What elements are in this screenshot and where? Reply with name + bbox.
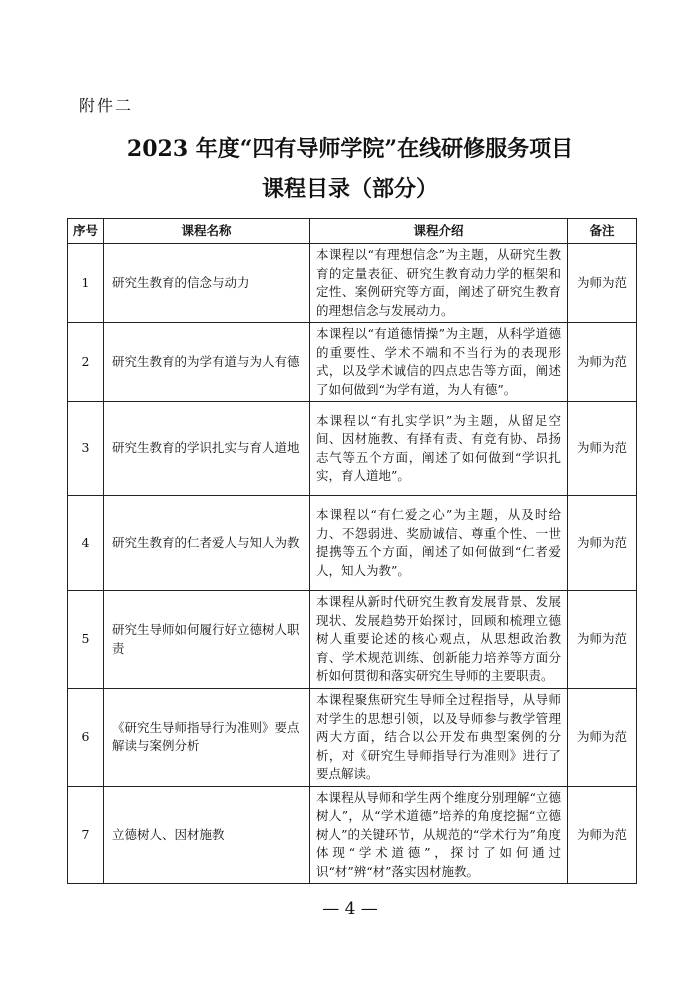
row-number: 7: [68, 786, 104, 884]
course-table: [67, 218, 637, 884]
course-intro: 本课程以“有仁爱之心”为主题，从及时给力、不怨弱进、奖励诚信、尊重个性、一世提携等五个方面，阐述了如何做到“仁者爱人，知人为教”。: [310, 496, 568, 591]
course-intro: 本课程以“有道德情操”为主题，从科学道德的重要性、学术不端和不当行为的表现形式，以及学术诚信的四点忠告等方面，阐述了如何做到“为学有道，为人有德”。: [310, 323, 568, 402]
column-header-number: 序号: [68, 219, 104, 244]
row-number: 3: [68, 402, 104, 496]
column-header-course-intro: 课程介绍: [310, 219, 568, 244]
course-intro: 本课程聚焦研究生导师全过程指导，从导师对学生的思想引领，以及导师参与教学管理两大方面，结合以公开发布典型案例的分析，对《研究生导师指导行为准则》进行了要点解读。: [310, 689, 568, 787]
course-name: 《研究生导师指导行为准则》要点解读与案例分析: [104, 689, 310, 787]
course-name: 立德树人、因材施教: [104, 786, 310, 884]
attachment-label: 附件二: [79, 96, 134, 115]
course-note: 为师为范: [568, 244, 637, 323]
table-row: [68, 244, 637, 323]
table-row: [68, 689, 637, 787]
course-intro: 本课程以“有扎实学识”为主题，从留足空间、因材施教、有择有责、有竞有协、昂扬志气等五个方面，阐述了如何做到“学识扎实，育人道地”。: [310, 402, 568, 496]
course-name: 研究生教育的信念与动力: [104, 244, 310, 323]
course-name: 研究生教育的为学有道与为人有德: [104, 323, 310, 402]
document-title: 2023 年度“四有导师学院”在线研修服务项目: [126, 136, 574, 162]
document-subtitle: 课程目录（部分）: [261, 176, 438, 202]
row-number: 5: [68, 591, 104, 689]
table-row: [68, 402, 637, 496]
table-row: [68, 496, 637, 591]
course-note: 为师为范: [568, 496, 637, 591]
row-number: 1: [68, 244, 104, 323]
course-note: 为师为范: [568, 786, 637, 884]
course-note: 为师为范: [568, 591, 637, 689]
row-number: 2: [68, 323, 104, 402]
course-name: 研究生教育的学识扎实与育人道地: [104, 402, 310, 496]
course-note: 为师为范: [568, 689, 637, 787]
course-intro: 本课程从导师和学生两个维度分别理解“立德树人”，从“学术道德”培养的角度挖掘“立德树人”的关键环节，从规范的“学术行为”角度体现“学术道德”，探讨了如何通过识“材”辨“材”落实因材施教。: [310, 786, 568, 884]
course-note: 为师为范: [568, 402, 637, 496]
table-row: [68, 591, 637, 689]
course-intro: 本课程从新时代研究生教育发展背景、发展现状、发展趋势开始探讨，回顾和梳理立德树人重要论述的核心观点，从思想政治教育、学术规范训练、创新能力培养等方面分析如何贯彻和落实研究生导师的主要职责。: [310, 591, 568, 689]
row-number: 6: [68, 689, 104, 787]
table-row: [68, 323, 637, 402]
table-header-row: [68, 219, 637, 244]
course-name: 研究生教育的仁者爱人与知人为教: [104, 496, 310, 591]
course-note: 为师为范: [568, 323, 637, 402]
column-header-note: 备注: [568, 219, 637, 244]
page-number: — 4 —: [322, 899, 378, 919]
row-number: 4: [68, 496, 104, 591]
course-name: 研究生导师如何履行好立德树人职责: [104, 591, 310, 689]
column-header-course-name: 课程名称: [104, 219, 310, 244]
course-intro: 本课程以“有理想信念”为主题，从研究生教育的定量表征、研究生教育动力学的框架和定性、案例研究等方面，阐述了研究生教育的理想信念与发展动力。: [310, 244, 568, 323]
table-row: [68, 786, 637, 884]
